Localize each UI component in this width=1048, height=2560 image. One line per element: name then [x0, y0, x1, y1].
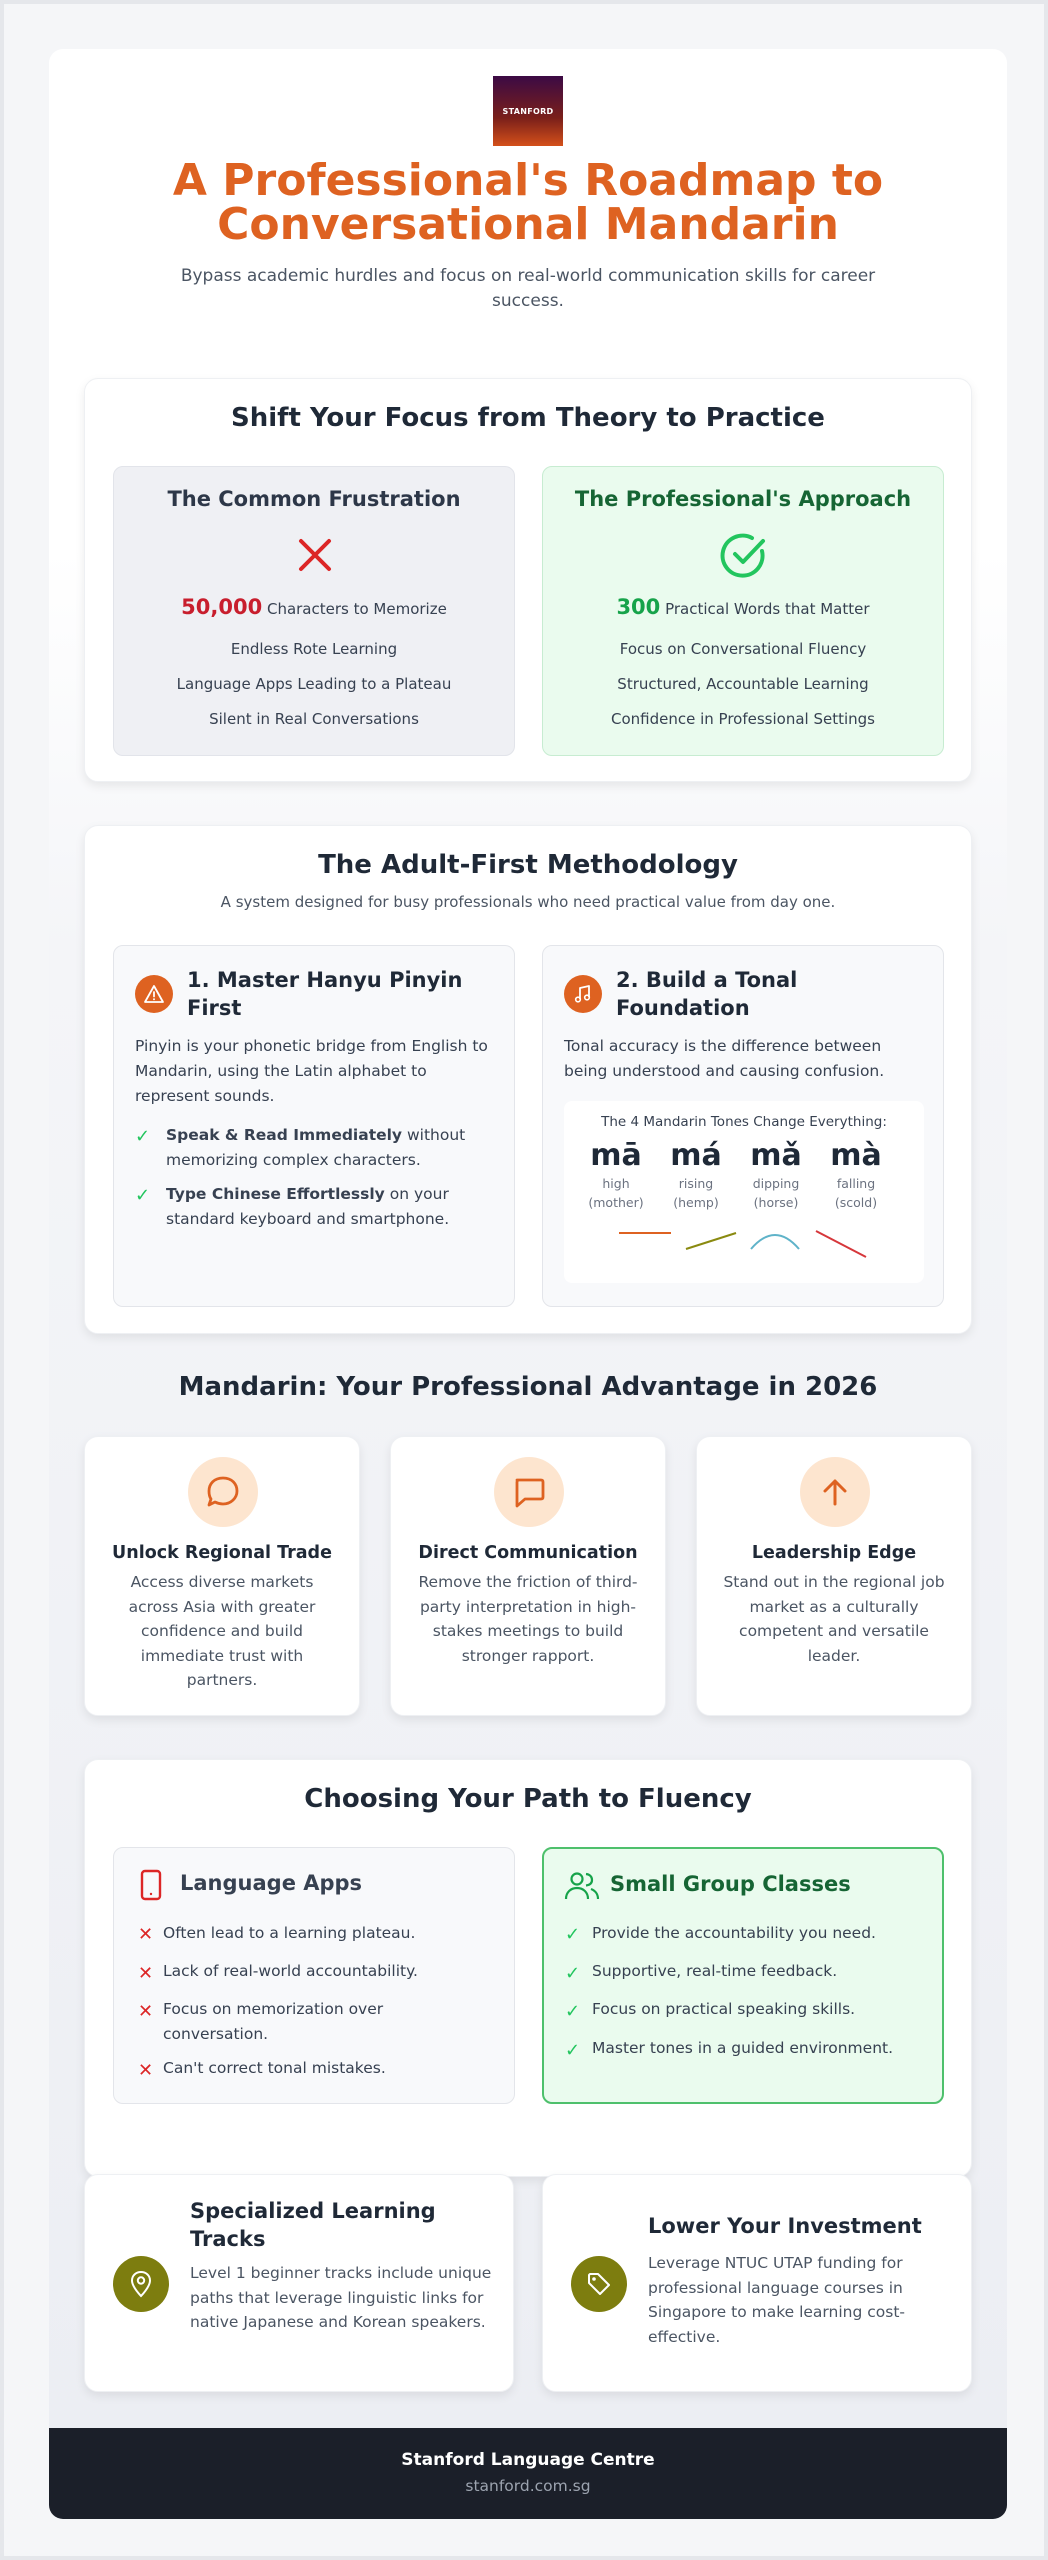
- frustration-item: Language Apps Leading to a Plateau: [176, 675, 452, 693]
- methodology-title: The Adult-First Methodology: [318, 850, 738, 880]
- music-note-icon: [564, 975, 602, 1013]
- stanford-logo: [493, 76, 563, 146]
- group-icon: [564, 1871, 600, 1901]
- advantage-card-text: Remove the friction of third-party interpretation in high-stakes meetings to build stronger rapport.: [418, 1573, 638, 1665]
- approach-stat-value: 300: [616, 595, 661, 619]
- classes-item: Provide the accountability you need.: [592, 1924, 876, 1942]
- pinyin-point-bold: Type Chinese Effortlessly: [166, 1185, 385, 1203]
- check-icon: ✓: [565, 1924, 581, 1945]
- methodology-section: [84, 825, 972, 1334]
- check-icon: ✓: [565, 2040, 581, 2061]
- tone-syllable: má: [670, 1138, 722, 1173]
- advantage-title: Mandarin: Your Professional Advantage in 2026: [178, 1372, 878, 1402]
- frustration-item: Endless Rote Learning: [230, 640, 398, 658]
- tone-contour-dipping: [751, 1235, 799, 1249]
- classes-item: Master tones in a guided environment.: [592, 2039, 894, 2057]
- tones-heading: The 4 Mandarin Tones Change Everything:: [601, 1114, 887, 1130]
- x-icon: ✕: [138, 2001, 154, 2022]
- apps-item: Can't correct tonal mistakes.: [163, 2059, 386, 2077]
- tonal-panel: [542, 945, 944, 1307]
- tone-meaning: (horse): [753, 1195, 799, 1210]
- x-icon: [295, 535, 335, 575]
- pinyin-point-bold: Speak & Read Immediately: [166, 1126, 403, 1144]
- apps-title: Language Apps: [180, 1871, 363, 1895]
- advantage-card-title: Leadership Edge: [751, 1543, 917, 1563]
- check-icon: ✓: [135, 1126, 151, 1147]
- warning-icon: [135, 975, 173, 1013]
- apps-item: Often lead to a learning plateau.: [163, 1924, 416, 1942]
- tones-box: [564, 1101, 924, 1283]
- chat-icon: [494, 1457, 564, 1527]
- tone-1: [581, 1138, 651, 1212]
- apps-panel: [113, 1847, 515, 2104]
- frustration-stat: [114, 595, 514, 619]
- tonal-title: 2. Build a Tonal Foundation: [616, 968, 798, 1020]
- check-icon: ✓: [565, 2001, 581, 2022]
- footer: [49, 2428, 1007, 2519]
- advantage-card: [390, 1436, 666, 1716]
- tone-name: rising: [678, 1176, 714, 1191]
- x-icon: ✕: [138, 2060, 154, 2081]
- logo-text: STANFORD: [502, 106, 554, 116]
- arrow-up-icon: [800, 1457, 870, 1527]
- tracks-title: Specialized Learning Tracks: [190, 2199, 436, 2251]
- pinyin-panel: [113, 945, 515, 1307]
- apps-item: Lack of real-world accountability.: [163, 1962, 418, 1980]
- tone-syllable: mā: [590, 1138, 642, 1173]
- approach-title: The Professional's Approach: [574, 487, 912, 511]
- tone-syllable: mǎ: [750, 1138, 802, 1173]
- investment-text: Leverage NTUC UTAP funding for professional language courses in Singapore to make learning cost-effective.: [648, 2254, 906, 2346]
- tracks-text: Level 1 beginner tracks include unique paths that leverage linguistic links for native Japanese and Korean speakers.: [190, 2264, 492, 2331]
- page-background: [4, 4, 1044, 2556]
- classes-title: Small Group Classes: [610, 1872, 851, 1896]
- tone-name: high: [602, 1176, 630, 1191]
- pinyin-point: [166, 1182, 491, 1232]
- frustration-panel: [113, 466, 515, 756]
- tone-contour-falling: [816, 1231, 866, 1257]
- tracks-card: [84, 2174, 514, 2392]
- paths-section: [84, 1759, 972, 2177]
- tone-contours: [564, 1221, 924, 1281]
- tone-name: falling: [836, 1176, 876, 1191]
- investment-title: Lower Your Investment: [648, 2214, 922, 2238]
- advantage-card: [84, 1436, 360, 1716]
- location-pin-icon: [113, 2256, 169, 2312]
- frustration-stat-label: Characters to Memorize: [266, 600, 447, 618]
- frustration-title: The Common Frustration: [167, 487, 461, 511]
- tone-2: [661, 1138, 731, 1212]
- x-icon: ✕: [138, 1924, 154, 1945]
- tone-meaning: (hemp): [673, 1195, 719, 1210]
- classes-item: Focus on practical speaking skills.: [592, 2000, 856, 2018]
- footer-url[interactable]: stanford.com.sg: [465, 2477, 591, 2495]
- footer-name: Stanford Language Centre: [401, 2450, 655, 2470]
- approach-item: Structured, Accountable Learning: [617, 675, 869, 693]
- paths-title: Choosing Your Path to Fluency: [304, 1784, 752, 1814]
- focus-section-title: Shift Your Focus from Theory to Practice: [231, 403, 825, 433]
- approach-item: Confidence in Professional Settings: [611, 710, 875, 728]
- focus-section: [84, 378, 972, 782]
- apps-item: Focus on memorization over conversation.: [163, 2000, 384, 2043]
- approach-panel: [542, 466, 944, 756]
- pinyin-text: Pinyin is your phonetic bridge from English to Mandarin, using the Latin alphabet to represent sounds.: [135, 1037, 488, 1105]
- phone-icon: [140, 1869, 162, 1901]
- tone-meaning: (mother): [588, 1195, 644, 1210]
- classes-item: Supportive, real-time feedback.: [592, 1962, 838, 1980]
- approach-item: Focus on Conversational Fluency: [619, 640, 867, 658]
- x-icon: ✕: [138, 1963, 154, 1984]
- page-title: A Professional's Roadmap to Conversational Mandarin: [172, 155, 884, 250]
- speech-bubble-icon: [188, 1457, 258, 1527]
- advantage-card-title: Unlock Regional Trade: [112, 1543, 332, 1563]
- pinyin-point: [166, 1123, 491, 1173]
- tone-4: [821, 1138, 891, 1212]
- tone-contour-rising: [686, 1233, 736, 1249]
- tone-syllable: mà: [830, 1138, 882, 1173]
- check-icon: ✓: [135, 1185, 151, 1206]
- approach-stat-label: Practical Words that Matter: [665, 600, 870, 618]
- advantage-card-title: Direct Communication: [418, 1543, 638, 1563]
- pinyin-title: 1. Master Hanyu Pinyin First: [187, 968, 463, 1020]
- frustration-stat-value: 50,000: [181, 595, 263, 619]
- tone-meaning: (scold): [834, 1195, 878, 1210]
- page-subtitle: Bypass academic hurdles and focus on real-world communication skills for career success.: [180, 266, 876, 311]
- check-icon: ✓: [565, 1963, 581, 1984]
- approach-stat: [543, 595, 943, 619]
- advantage-card-text: Stand out in the regional job market as a culturally competent and versatile leader.: [723, 1573, 945, 1665]
- investment-card: [542, 2174, 972, 2392]
- classes-panel: [542, 1847, 944, 2104]
- tone-3: [741, 1138, 811, 1212]
- tonal-text: Tonal accuracy is the difference between being understood and causing confusion.: [564, 1037, 885, 1080]
- tag-icon: [571, 2256, 627, 2312]
- frustration-item: Silent in Real Conversations: [209, 710, 419, 728]
- methodology-subtitle: A system designed for busy professionals who need practical value from day one.: [220, 893, 836, 911]
- infographic-page: [49, 49, 1007, 2519]
- advantage-card-text: Access diverse markets across Asia with greater confidence and build immediate trust with partners.: [128, 1573, 316, 1689]
- check-circle-icon: [718, 529, 770, 581]
- pinyin-point-text: on your standard keyboard and smartphone.: [166, 1185, 450, 1228]
- advantage-card: [696, 1436, 972, 1716]
- pinyin-point-text: without memorizing complex characters.: [166, 1126, 466, 1169]
- tone-name: dipping: [752, 1176, 800, 1191]
